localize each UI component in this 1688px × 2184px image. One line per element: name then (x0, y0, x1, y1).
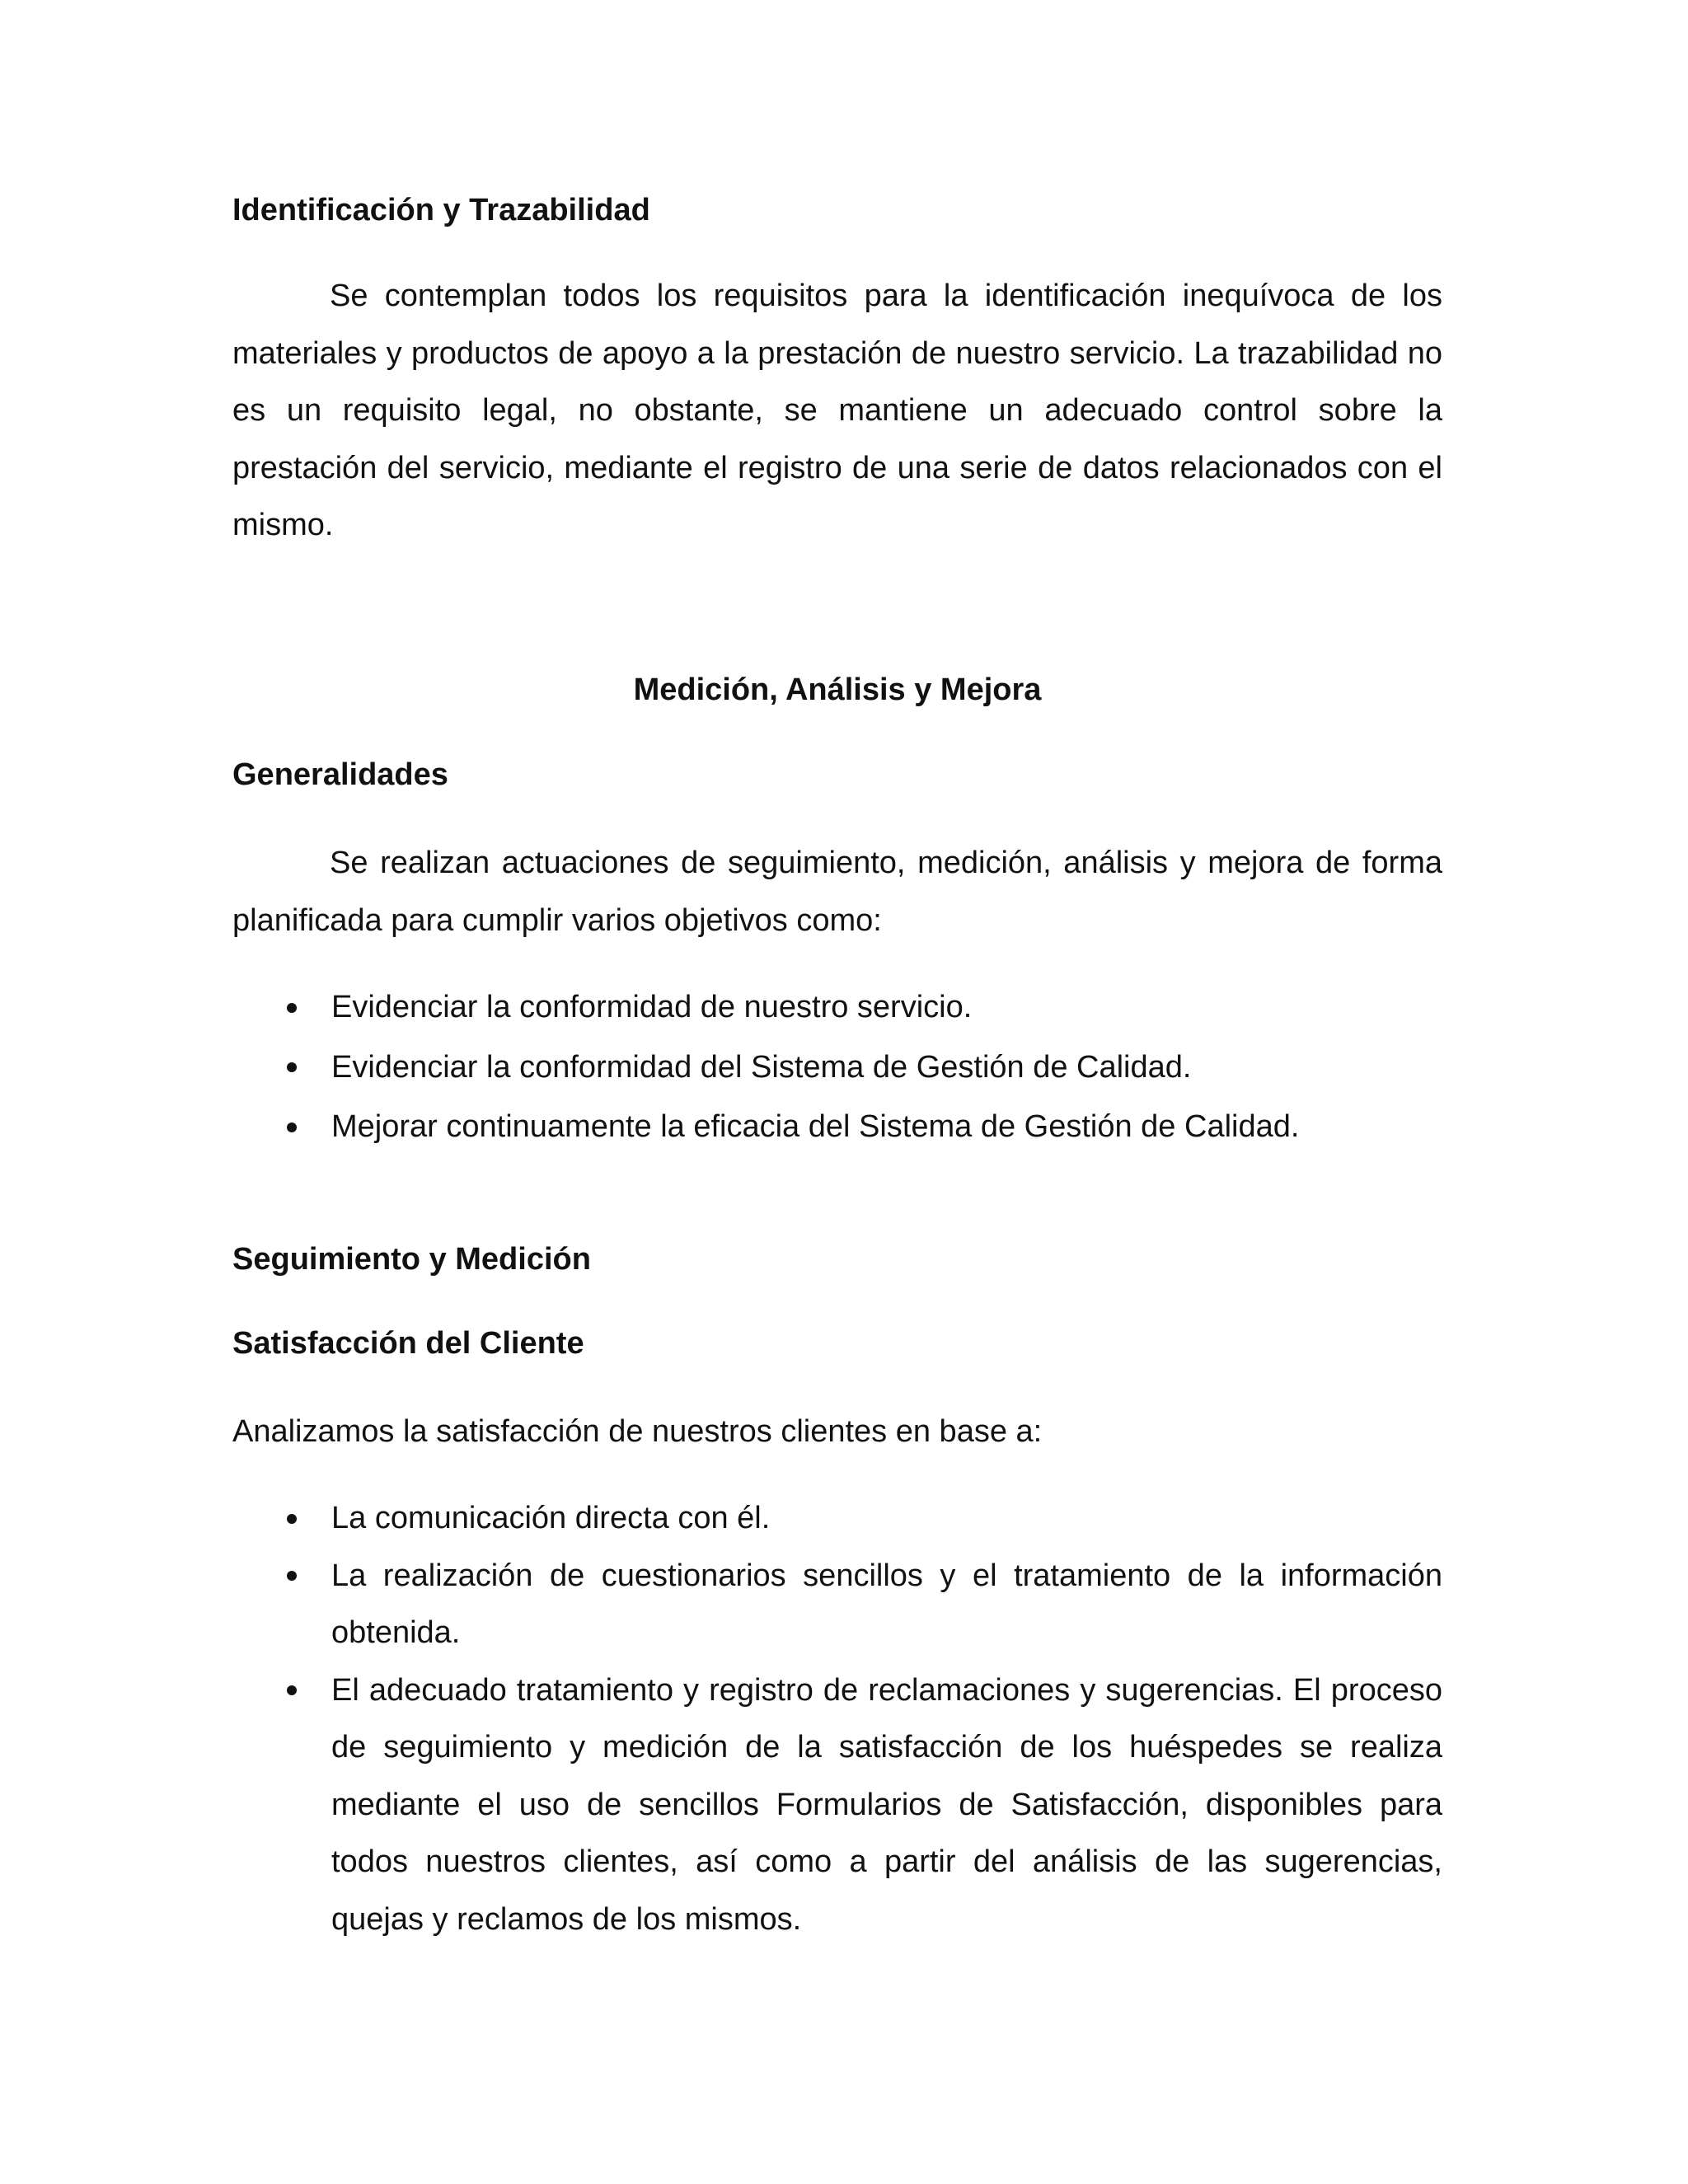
list-item-text: Evidenciar la conformidad de nuestro servicio. (331, 990, 973, 1024)
paragraph-generalidades: Se realizan actuaciones de seguimiento, medición, análisis y mejora de forma planificada para cumplir varios objetivos como: (232, 846, 1442, 938)
list-item-text: La comunicación directa con él. (331, 1501, 771, 1535)
bullet-icon (284, 1039, 300, 1097)
list-item (232, 1490, 1442, 1548)
list-item (232, 1099, 1442, 1156)
list-item-text: Evidenciar la conformidad del Sistema de Gestión de Calidad. (331, 1049, 1192, 1085)
list-item-text: El adecuado tratamiento y registro de reclamaciones y sugerencias. El proceso de seguimiento y medición de la satisfacción de los huéspedes se realiza mediante el uso de sencillos Formularios de Satisfacción, disponibles para todos nuestros clientes, así como a partir del análisis de las sugerencias, quejas y reclamos de los mismos. (331, 1672, 1442, 1937)
paragraph-identificacion: Se contemplan todos los requisitos para la identificación inequívoca de los materiales y productos de apoyo a la prestación de nuestro servicio. La trazabilidad no es un requisito legal, no obstante, se mantiene un adecuado control sobre la prestación del servicio, mediante el registro de una serie de datos relacionados con el mismo. (232, 279, 1442, 542)
list-item-text: Mejorar continuamente la eficacia del Sistema de Gestión de Calidad. (331, 1109, 1300, 1144)
section-heading-seguimiento: Seguimiento y Medición (232, 1242, 591, 1277)
section-title-medicion: Medición, Análisis y Mejora (633, 673, 1042, 707)
section-heading-generalidades: Generalidades (232, 757, 448, 792)
section-heading-satisfaccion: Satisfacción del Cliente (232, 1326, 584, 1361)
section-heading-identificacion: Identificación y Trazabilidad (232, 193, 650, 227)
list-item (232, 1039, 1442, 1097)
paragraph-satisfaccion-intro: Analizamos la satisfacción de nuestros clientes en base a: (232, 1414, 1043, 1449)
satisfaction-methods-list (232, 1490, 1442, 1948)
list-item (232, 1662, 1442, 1949)
bullet-icon (284, 1548, 300, 1605)
list-item (232, 979, 1442, 1037)
bullet-icon (284, 979, 300, 1037)
list-item (232, 1548, 1442, 1662)
bullet-icon (284, 1662, 300, 1720)
objectives-list (232, 979, 1442, 1156)
list-item-text: La realización de cuestionarios sencillos y el tratamiento de la información obtenida. (331, 1558, 1442, 1650)
bullet-icon (284, 1099, 300, 1156)
bullet-icon (284, 1490, 300, 1548)
